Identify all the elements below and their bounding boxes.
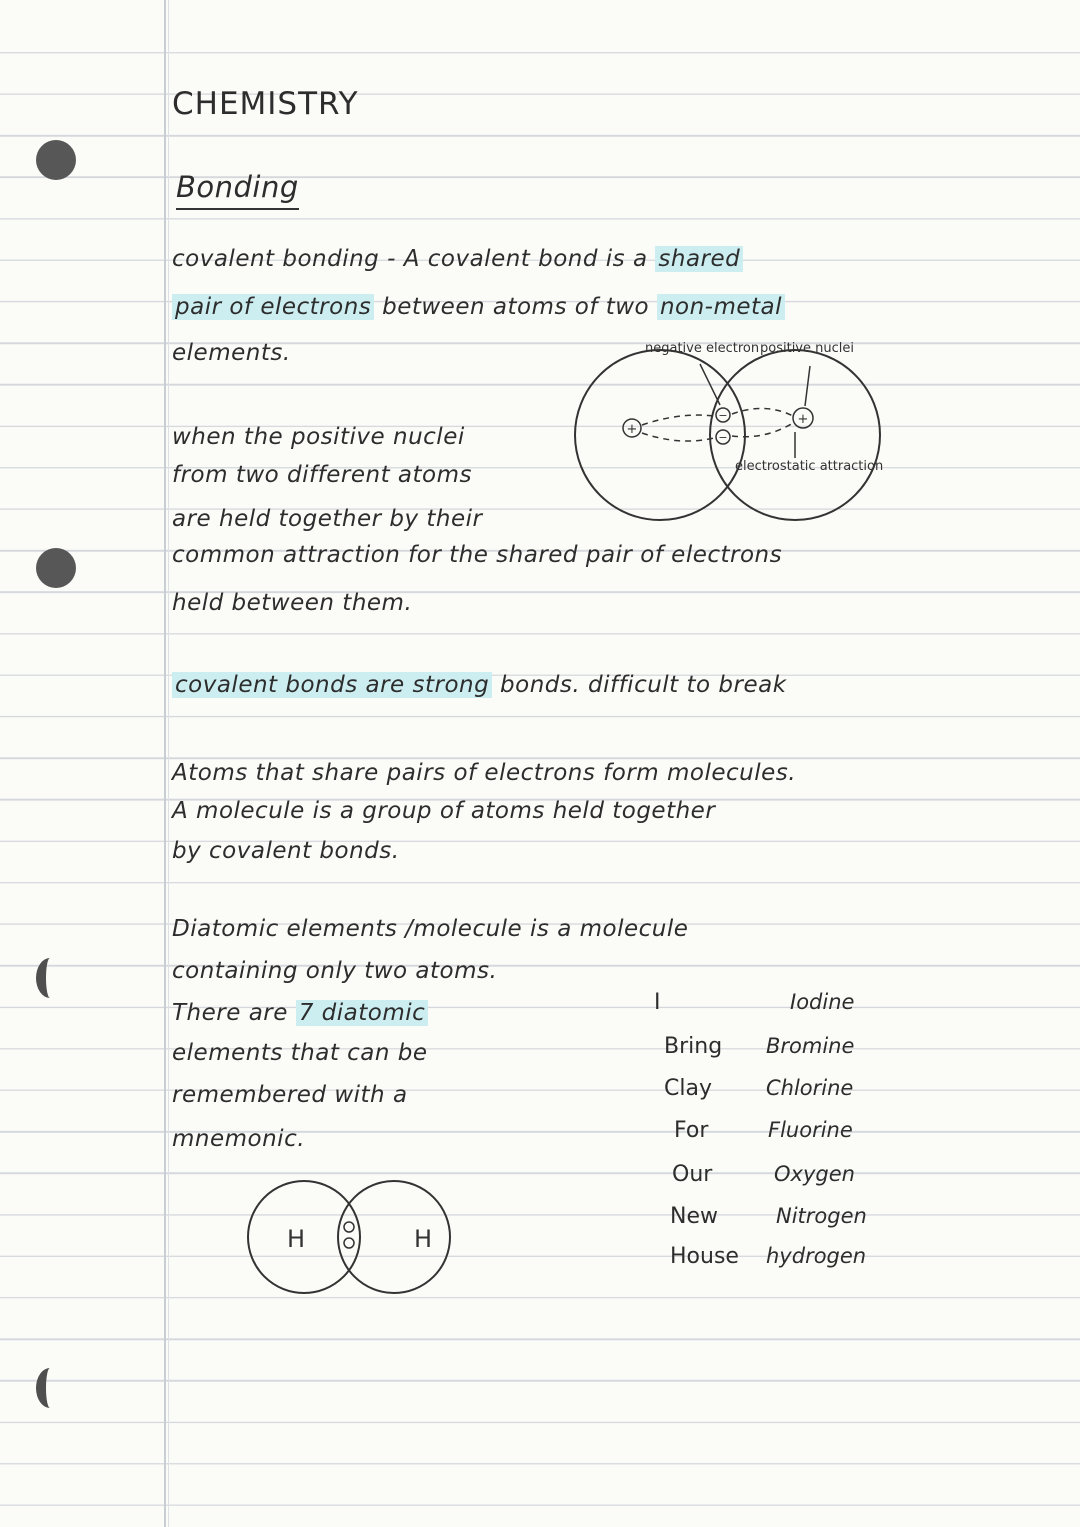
diatomic-line-3: There are 7 diatomic [172, 1000, 428, 1026]
definition-line-3: elements. [172, 340, 291, 366]
electrostatic-attraction-label: electrostatic attraction [735, 459, 884, 474]
mnemonic-element: Chlorine [766, 1076, 854, 1100]
mnemonic-word: House [670, 1244, 739, 1269]
shared-electron [344, 1238, 354, 1248]
covalent-bond-diagram [560, 330, 900, 530]
attraction-dash [732, 423, 793, 437]
diatomic-line-6: mnemonic. [172, 1126, 306, 1152]
mnemonic-element: Oxygen [774, 1162, 855, 1186]
minus-sign: − [718, 409, 728, 422]
molecules-line-2: A molecule is a group of atoms held together [172, 798, 716, 824]
mnemonic-word: Clay [664, 1076, 712, 1101]
mnemonic-element: Bromine [766, 1034, 855, 1058]
label-pointer [700, 364, 720, 405]
strong-bonds-line: covalent bonds are strong bonds. difficult to break [172, 672, 787, 698]
hydrogen-molecule-diagram [232, 1175, 472, 1305]
diatomic-line-2: containing only two atoms. [172, 958, 498, 984]
page-subtitle: Bonding [176, 170, 299, 204]
hydrogen-symbol-right: H [414, 1225, 433, 1253]
hydrogen-symbol-left: H [287, 1225, 306, 1253]
hydrogen-atom-circle [338, 1181, 450, 1293]
plus-sign: + [626, 422, 638, 437]
explanation-line-4: common attraction for the shared pair of electrons [172, 542, 783, 568]
mnemonic-element: hydrogen [766, 1244, 867, 1268]
minus-sign: − [718, 431, 728, 444]
punch-hole [36, 958, 64, 998]
plus-sign: + [797, 412, 809, 427]
diatomic-line-4: elements that can be [172, 1040, 428, 1066]
explanation-line-2: from two different atoms [172, 462, 472, 488]
positive-nuclei-label: positive nuclei [760, 341, 854, 356]
label-pointer [805, 366, 810, 406]
mnemonic-word: I [654, 990, 661, 1015]
explanation-line-3: are held together by their [172, 506, 483, 532]
molecules-line-3: by covalent bonds. [172, 838, 400, 864]
margin-line [164, 0, 166, 1527]
page-title: CHEMISTRY [172, 86, 359, 122]
punch-hole [36, 140, 76, 180]
attraction-dash [642, 433, 714, 441]
punch-hole [36, 548, 76, 588]
mnemonic-element: Nitrogen [776, 1204, 867, 1228]
diatomic-line-5: remembered with a [172, 1082, 408, 1108]
mnemonic-word: Bring [664, 1034, 723, 1059]
attraction-dash [642, 415, 714, 425]
mnemonic-element: Iodine [790, 990, 855, 1014]
shared-electron [344, 1222, 354, 1232]
definition-line-1: covalent bonding - A covalent bond is a shared [172, 246, 743, 272]
mnemonic-word: Our [672, 1162, 713, 1187]
explanation-line-1: when the positive nuclei [172, 424, 465, 450]
molecules-line-1: Atoms that share pairs of electrons form molecules. [172, 760, 797, 786]
mnemonic-element: Fluorine [768, 1118, 853, 1142]
negative-electron-label: negative electron [645, 341, 760, 356]
diatomic-line-1: Diatomic elements /molecule is a molecule [172, 916, 689, 942]
margin-line-inner [168, 0, 169, 1527]
definition-line-2: pair of electrons between atoms of two non-metal [172, 294, 785, 320]
punch-hole [36, 1368, 64, 1408]
mnemonic-word: New [670, 1204, 718, 1229]
mnemonic-word: For [674, 1118, 709, 1143]
explanation-line-5: held between them. [172, 590, 413, 616]
